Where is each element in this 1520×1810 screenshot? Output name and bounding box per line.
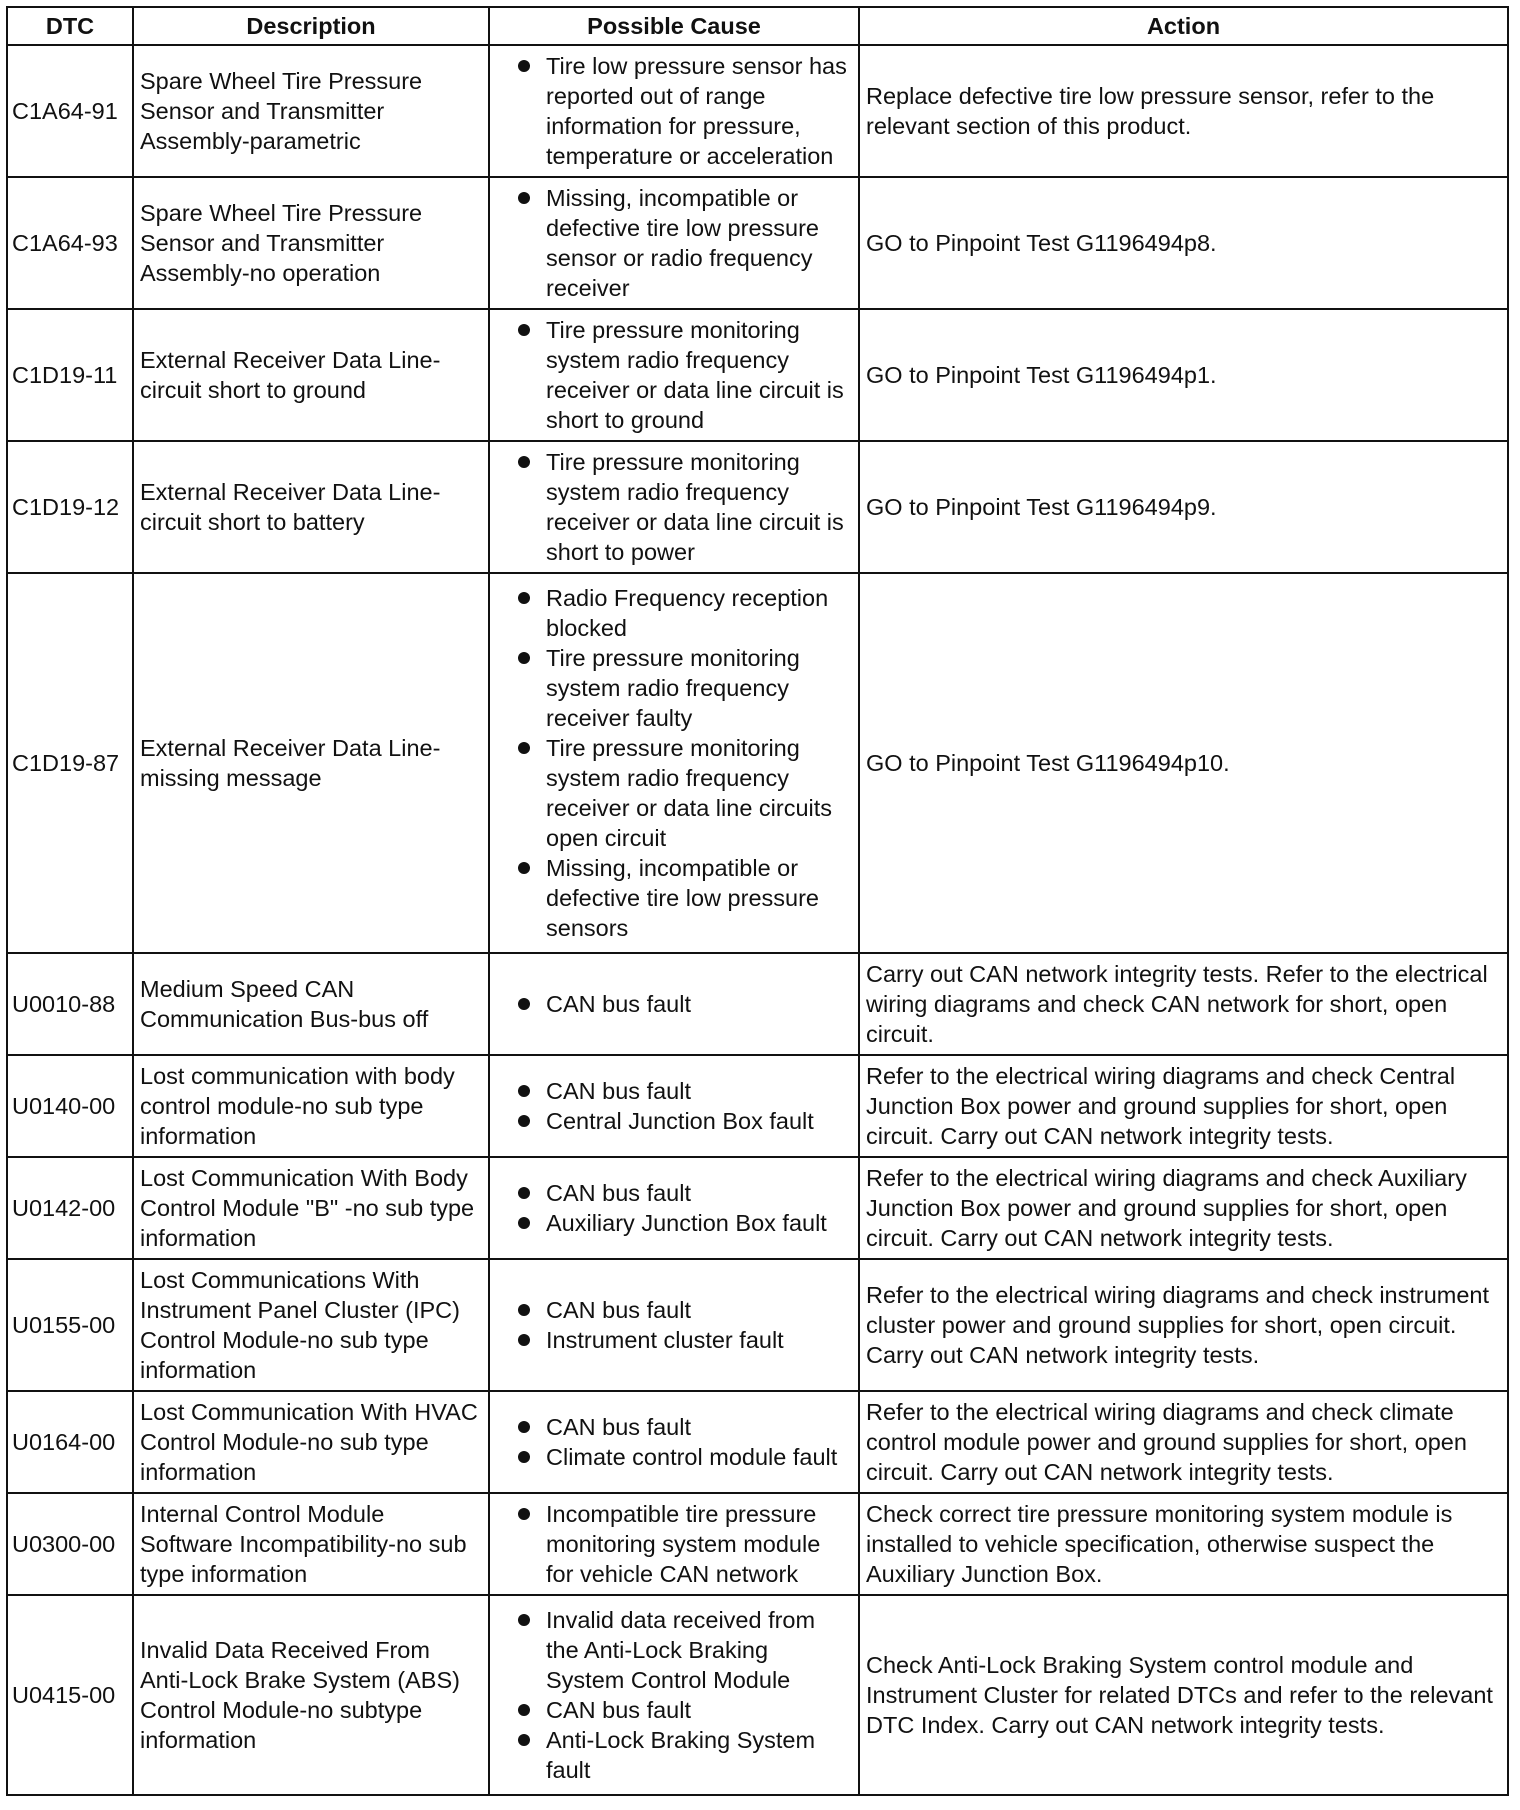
possible-cause-cell <box>489 177 859 309</box>
dtc-code: U0010-88 <box>7 953 133 1055</box>
dtc-code: U0300-00 <box>7 1493 133 1595</box>
table-row <box>7 177 1508 309</box>
possible-cause-item: Tire pressure monitoring system radio frequency receiver or data line circuits open circuit <box>496 733 852 853</box>
dtc-code: U0415-00 <box>7 1595 133 1795</box>
table-row <box>7 45 1508 177</box>
dtc-description: Lost Communications With Instrument Panel Cluster (IPC) Control Module-no sub type information <box>133 1259 489 1391</box>
possible-cause-item: Incompatible tire pressure monitoring system module for vehicle CAN network <box>496 1499 852 1589</box>
table-row <box>7 1595 1508 1795</box>
header-action: Action <box>859 7 1508 45</box>
possible-cause-cell <box>489 1055 859 1157</box>
action-text: Check correct tire pressure monitoring system module is installed to vehicle specification, otherwise suspect the Auxiliary Junction Box. <box>859 1493 1508 1595</box>
possible-cause-list <box>496 1178 852 1238</box>
table-row <box>7 1493 1508 1595</box>
dtc-description: Internal Control Module Software Incompatibility-no sub type information <box>133 1493 489 1595</box>
dtc-description: Lost Communication With Body Control Module "B" -no sub type information <box>133 1157 489 1259</box>
dtc-description: Lost Communication With HVAC Control Module-no sub type information <box>133 1391 489 1493</box>
possible-cause-list <box>496 1076 852 1136</box>
dtc-code: C1D19-87 <box>7 573 133 953</box>
table-body <box>7 45 1508 1795</box>
dtc-description: Medium Speed CAN Communication Bus-bus off <box>133 953 489 1055</box>
dtc-description: Spare Wheel Tire Pressure Sensor and Transmitter Assembly-parametric <box>133 45 489 177</box>
dtc-table <box>6 6 1509 1796</box>
possible-cause-list <box>496 1295 852 1355</box>
possible-cause-cell <box>489 1493 859 1595</box>
dtc-description: Lost communication with body control module-no sub type information <box>133 1055 489 1157</box>
possible-cause-item: CAN bus fault <box>496 1178 852 1208</box>
table-row <box>7 441 1508 573</box>
table-row <box>7 1055 1508 1157</box>
table-row <box>7 1157 1508 1259</box>
possible-cause-item: Tire low pressure sensor has reported out of range information for pressure, temperature or acceleration <box>496 51 852 171</box>
possible-cause-item: CAN bus fault <box>496 1412 852 1442</box>
possible-cause-item: CAN bus fault <box>496 989 852 1019</box>
table-row <box>7 309 1508 441</box>
table-row <box>7 573 1508 953</box>
action-text: Carry out CAN network integrity tests. Refer to the electrical wiring diagrams and check CAN network for short, open circuit. <box>859 953 1508 1055</box>
possible-cause-list <box>496 1499 852 1589</box>
possible-cause-cell <box>489 573 859 953</box>
possible-cause-item: Instrument cluster fault <box>496 1325 852 1355</box>
dtc-code: U0155-00 <box>7 1259 133 1391</box>
possible-cause-cell <box>489 1157 859 1259</box>
action-text: GO to Pinpoint Test G1196494p9. <box>859 441 1508 573</box>
action-text: Refer to the electrical wiring diagrams and check climate control module power and ground supplies for short, open circuit. Carry out CAN network integrity tests. <box>859 1391 1508 1493</box>
dtc-description: Spare Wheel Tire Pressure Sensor and Transmitter Assembly-no operation <box>133 177 489 309</box>
possible-cause-cell <box>489 309 859 441</box>
possible-cause-list <box>496 183 852 303</box>
possible-cause-list <box>496 51 852 171</box>
dtc-code: C1D19-11 <box>7 309 133 441</box>
header-dtc: DTC <box>7 7 133 45</box>
possible-cause-item: Anti-Lock Braking System fault <box>496 1725 852 1785</box>
header-description: Description <box>133 7 489 45</box>
dtc-code: U0142-00 <box>7 1157 133 1259</box>
table-row <box>7 1391 1508 1493</box>
table-row <box>7 953 1508 1055</box>
possible-cause-item: Tire pressure monitoring system radio frequency receiver or data line circuit is short to power <box>496 447 852 567</box>
dtc-description: External Receiver Data Line-missing message <box>133 573 489 953</box>
possible-cause-item: CAN bus fault <box>496 1695 852 1725</box>
possible-cause-list <box>496 447 852 567</box>
possible-cause-list <box>496 315 852 435</box>
dtc-code: C1D19-12 <box>7 441 133 573</box>
possible-cause-item: Missing, incompatible or defective tire low pressure sensors <box>496 853 852 943</box>
possible-cause-list <box>496 583 852 943</box>
possible-cause-list <box>496 1412 852 1472</box>
possible-cause-item: Missing, incompatible or defective tire low pressure sensor or radio frequency receiver <box>496 183 852 303</box>
table-row <box>7 1259 1508 1391</box>
dtc-code: C1A64-93 <box>7 177 133 309</box>
possible-cause-item: Radio Frequency reception blocked <box>496 583 852 643</box>
possible-cause-cell <box>489 441 859 573</box>
possible-cause-list <box>496 989 852 1019</box>
action-text: GO to Pinpoint Test G1196494p1. <box>859 309 1508 441</box>
dtc-description: External Receiver Data Line-circuit short to ground <box>133 309 489 441</box>
possible-cause-cell <box>489 1595 859 1795</box>
possible-cause-item: Central Junction Box fault <box>496 1106 852 1136</box>
possible-cause-item: CAN bus fault <box>496 1076 852 1106</box>
dtc-code: C1A64-91 <box>7 45 133 177</box>
action-text: GO to Pinpoint Test G1196494p8. <box>859 177 1508 309</box>
action-text: GO to Pinpoint Test G1196494p10. <box>859 573 1508 953</box>
possible-cause-item: Tire pressure monitoring system radio frequency receiver faulty <box>496 643 852 733</box>
possible-cause-cell <box>489 953 859 1055</box>
possible-cause-item: Auxiliary Junction Box fault <box>496 1208 852 1238</box>
possible-cause-item: CAN bus fault <box>496 1295 852 1325</box>
possible-cause-item: Invalid data received from the Anti-Lock Braking System Control Module <box>496 1605 852 1695</box>
possible-cause-item: Tire pressure monitoring system radio frequency receiver or data line circuit is short to ground <box>496 315 852 435</box>
possible-cause-item: Climate control module fault <box>496 1442 852 1472</box>
possible-cause-list <box>496 1605 852 1785</box>
dtc-description: Invalid Data Received From Anti-Lock Brake System (ABS) Control Module-no subtype information <box>133 1595 489 1795</box>
action-text: Refer to the electrical wiring diagrams and check Auxiliary Junction Box power and ground supplies for short, open circuit. Carry out CAN network integrity tests. <box>859 1157 1508 1259</box>
action-text: Check Anti-Lock Braking System control module and Instrument Cluster for related DTCs and refer to the relevant DTC Index. Carry out CAN network integrity tests. <box>859 1595 1508 1795</box>
possible-cause-cell <box>489 45 859 177</box>
dtc-code: U0140-00 <box>7 1055 133 1157</box>
action-text: Refer to the electrical wiring diagrams and check Central Junction Box power and ground supplies for short, open circuit. Carry out CAN network integrity tests. <box>859 1055 1508 1157</box>
dtc-code: U0164-00 <box>7 1391 133 1493</box>
action-text: Refer to the electrical wiring diagrams and check instrument cluster power and ground supplies for short, open circuit. Carry out CAN network integrity tests. <box>859 1259 1508 1391</box>
possible-cause-cell <box>489 1259 859 1391</box>
possible-cause-cell <box>489 1391 859 1493</box>
header-possible-cause: Possible Cause <box>489 7 859 45</box>
dtc-description: External Receiver Data Line-circuit short to battery <box>133 441 489 573</box>
action-text: Replace defective tire low pressure sensor, refer to the relevant section of this product. <box>859 45 1508 177</box>
table-header-row <box>7 7 1508 45</box>
